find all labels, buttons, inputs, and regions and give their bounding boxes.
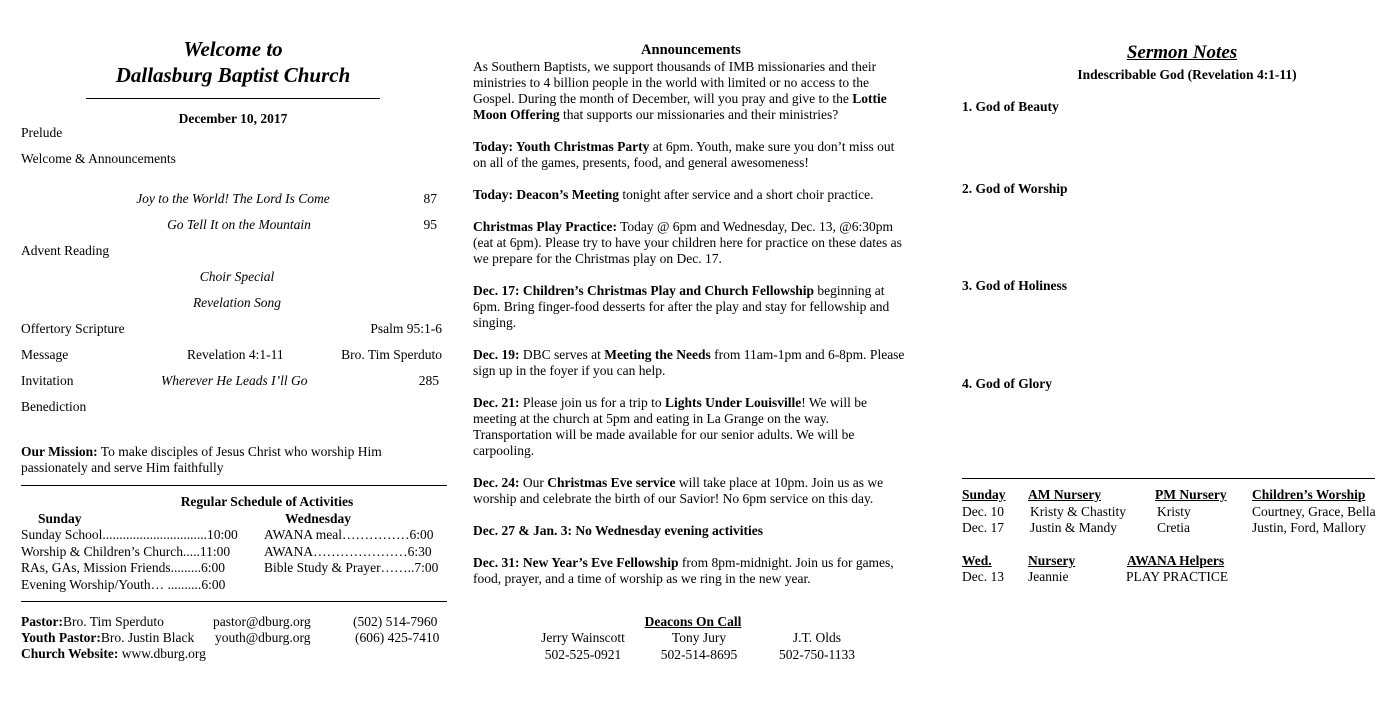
contact-name: Bro. Tim Sperduto (62, 614, 164, 629)
hymn-2-number: 95 (423, 217, 437, 232)
announcement-highlight: Christmas Eve service (547, 475, 676, 490)
mission-statement (21, 444, 421, 476)
schedule-item (21, 544, 238, 561)
deacons-title: Deacons On Call (644, 614, 742, 629)
announcement-highlight: Lights Under Louisville (664, 395, 802, 410)
contact-email[interactable]: pastor@dburg.org (213, 614, 311, 629)
table-cell: Courtney, Grace, Bella (1252, 504, 1376, 519)
announcement-text: Our (519, 475, 548, 490)
schedule-sunday-header: Sunday (38, 511, 82, 526)
table-cell: Dec. 13 (962, 569, 1004, 584)
contact-email[interactable]: youth@dburg.org (215, 630, 311, 645)
church-name: Dallasburg Baptist Church (115, 63, 351, 87)
announcement-text: beginning at 6pm. Bring finger-food desserts for after the play and stay for fellowship and singing. (473, 283, 890, 330)
deacon-item (754, 630, 880, 663)
announcement-deacons-meeting (473, 187, 909, 203)
contact-phone: (502) 514-7960 (353, 614, 438, 629)
schedule-item-time: 6:00 (201, 576, 226, 592)
table-cell: PLAY PRACTICE (1126, 569, 1229, 584)
sermon-subtitle: Indescribable God (Revelation 4:1-11) (1077, 67, 1297, 82)
sermon-point: 1. God of Beauty (962, 99, 1059, 114)
message-speaker: Bro. Tim Sperduto (341, 347, 442, 362)
mission-divider (21, 485, 447, 486)
sermon-point: 2. God of Worship (962, 181, 1068, 196)
table-cell: Justin, Ford, Mallory (1252, 520, 1367, 535)
mission-text: To make disciples of Jesus Christ who worship Him passionately and serve Him faithfully (21, 444, 382, 475)
announcement-heading: Dec. 21: (473, 395, 520, 410)
announcement-heading: Christmas Play Practice: (473, 219, 617, 234)
pastor-contact (21, 614, 164, 630)
announcement-heading: Dec. 17: Children’s Christmas Play and Church Fellowship (473, 283, 815, 298)
announcement-heading: Dec. 27 & Jan. 3: No Wednesday evening activities (473, 523, 763, 538)
schedule-item (21, 560, 238, 577)
table-cell: Kristy (1157, 504, 1191, 519)
announcement-meeting-the-needs (473, 347, 909, 379)
schedule-item-label: Bible Study & Prayer…….. (264, 560, 415, 575)
schedule-item (264, 544, 438, 561)
order-song: Revelation Song (192, 295, 282, 310)
announcement-heading: Today: Youth Christmas Party (473, 139, 650, 154)
order-prelude: Prelude (21, 125, 63, 140)
announcement-text: ! We will be meeting at the church at 5pm and eating in La Grange on the way. Transportation will be made available for our senior adults. We will be carpooling. (473, 395, 868, 458)
table-header: Children’s Worship (1252, 487, 1366, 502)
announcement-play-practice (473, 219, 909, 267)
schedule-item-time: 11:00 (199, 543, 231, 559)
announcement-text: Please join us for a trip to (519, 395, 665, 410)
contact-name: Bro. Justin Black (100, 630, 195, 645)
schedule-item (21, 527, 238, 544)
schedule-item-time: 7:00 (414, 560, 439, 575)
announcement-text: that supports our missionaries and their ministries? (559, 107, 839, 122)
announcement-lights-under-louisville (473, 395, 909, 459)
announcement-no-wednesday (473, 523, 909, 539)
order-benediction: Benediction (21, 399, 87, 414)
announcement-highlight: Lottie Moon Offering (473, 91, 887, 122)
table-header: Nursery (1028, 553, 1076, 568)
table-cell: Dec. 10 (962, 504, 1004, 519)
announcement-christmas-play (473, 283, 909, 331)
table-cell: Jeannie (1028, 569, 1069, 584)
welcome-line-1: Welcome to (183, 37, 283, 61)
schedule-item-time: 6:00 (409, 527, 434, 542)
schedule-item-label: Worship & Children’s Church..... (21, 543, 200, 559)
announcement-christmas-eve (473, 475, 909, 507)
offertory-reference: Psalm 95:1-6 (370, 321, 442, 336)
message-reference: Revelation 4:1-11 (187, 347, 284, 362)
announcement-text: Today @ 6pm and Wednesday, Dec. 13, @6:30pm (eat at 6pm). Please try to have your children here for practice on these dates as we prepare for the Christmas play on Dec. 17. (473, 219, 902, 266)
table-cell: Kristy & Chastity (1030, 504, 1127, 519)
website-label: Church Website: (21, 646, 119, 661)
deacon-name: Jerry Wainscott (541, 630, 625, 645)
deacon-phone: 502-514-8695 (660, 646, 738, 662)
table-header: Sunday (962, 487, 1006, 502)
announcement-text: tonight after service and a short choir practice. (619, 187, 874, 202)
schedule-item-label: AWANA meal…………… (264, 527, 410, 542)
order-message: Message (21, 347, 69, 362)
schedule-item-label: AWANA………………… (264, 543, 408, 559)
announcement-heading: Dec. 24: (473, 475, 520, 490)
announcement-highlight: Meeting the Needs (604, 347, 711, 362)
announcement-text: from 8pm-midnight. Join us for games, food, prayer, and a time of worship as we ring in the new year. (473, 555, 894, 586)
order-advent-reading: Advent Reading (21, 243, 110, 258)
table-header: Wed. (962, 553, 992, 568)
announcement-intro (473, 59, 909, 123)
sermon-point: 3. God of Holiness (962, 278, 1068, 293)
title-divider (86, 98, 380, 99)
website-url[interactable]: www.dburg.org (118, 646, 206, 661)
deacon-item (636, 630, 762, 663)
announcements-title: Announcements (641, 42, 741, 58)
youth-pastor-contact (21, 630, 194, 646)
schedule-title: Regular Schedule of Activities (180, 494, 354, 509)
hymn-2-title: Go Tell It on the Mountain (167, 217, 311, 232)
announcement-heading: Today: Deacon’s Meeting (473, 187, 619, 202)
schedule-divider (21, 601, 447, 602)
announcement-youth-party (473, 139, 909, 171)
deacon-name: J.T. Olds (792, 630, 842, 645)
announcement-text: will take place at 10pm. Join us as we worship and celebrate the birth of our Savior! No 6pm service on this day. (473, 475, 884, 506)
deacon-item (520, 630, 646, 663)
announcement-heading: Dec. 19: (473, 347, 520, 362)
sunday-schedule-list (21, 527, 238, 593)
contact-role: Youth Pastor: (21, 630, 101, 645)
contact-role: Pastor: (21, 614, 63, 629)
announcement-text: at 6pm. Youth, make sure you don’t miss out on all of the games, presents, food, and general awesomeness! (473, 139, 895, 170)
announcement-new-years-eve (473, 555, 909, 587)
church-website (21, 646, 206, 662)
announcement-text: from 11am-1pm and 6-8pm. Please sign up in the foyer if you can help. (473, 347, 905, 378)
schedule-wednesday-header: Wednesday (285, 511, 352, 526)
order-invitation: Invitation (21, 373, 74, 388)
hymn-1-number: 87 (423, 191, 437, 206)
table-header: PM Nursery (1155, 487, 1227, 502)
schedule-item-time: 6:00 (201, 560, 226, 575)
deacon-phone: 502-525-0921 (544, 646, 622, 662)
schedule-item-time: 6:30 (407, 543, 432, 559)
schedule-item-label: Evening Worship/Youth… .......... (21, 576, 202, 592)
schedule-item (264, 527, 438, 544)
table-cell: Cretia (1157, 520, 1190, 535)
order-choir-special: Choir Special (199, 269, 275, 284)
table-cell: Justin & Mandy (1030, 520, 1118, 535)
schedule-item (21, 577, 238, 594)
wednesday-schedule-list (264, 527, 438, 577)
schedule-item (264, 560, 438, 577)
announcements-column (473, 42, 909, 587)
table-header: AM Nursery (1028, 487, 1102, 502)
serving-divider (962, 478, 1375, 479)
deacon-phone: 502-750-1133 (779, 646, 855, 662)
service-date: December 10, 2017 (178, 111, 288, 126)
mission-label: Our Mission: (21, 444, 98, 459)
sermon-notes-title: Sermon Notes (1126, 42, 1238, 63)
schedule-item-label: Sunday School............................... (21, 527, 208, 542)
invitation-hymn-number: 285 (418, 373, 439, 388)
announcement-text: As Southern Baptists, we support thousands of IMB missionaries and their ministries to 4 billion people in the world with limited or no access to the Gospel. During the month of December, will you pray and give to the (473, 59, 877, 106)
sermon-point: 4. God of Glory (962, 376, 1052, 391)
table-header: AWANA Helpers (1127, 553, 1225, 568)
hymn-1-title: Joy to the World! The Lord Is Come (136, 191, 330, 206)
announcement-heading: Dec. 31: New Year’s Eve Fellowship (473, 555, 679, 570)
welcome-title (20, 36, 446, 88)
announcement-text: DBC serves at (519, 347, 605, 362)
table-cell: Dec. 17 (962, 520, 1004, 535)
deacon-name: Tony Jury (671, 630, 727, 645)
order-offertory: Offertory Scripture (21, 321, 125, 336)
invitation-hymn-title: Wherever He Leads I’ll Go (161, 373, 308, 388)
schedule-item-label: RAs, GAs, Mission Friends......... (21, 560, 202, 575)
contact-phone: (606) 425-7410 (355, 630, 440, 645)
schedule-item-time: 10:00 (207, 527, 238, 542)
order-welcome: Welcome & Announcements (21, 151, 176, 166)
